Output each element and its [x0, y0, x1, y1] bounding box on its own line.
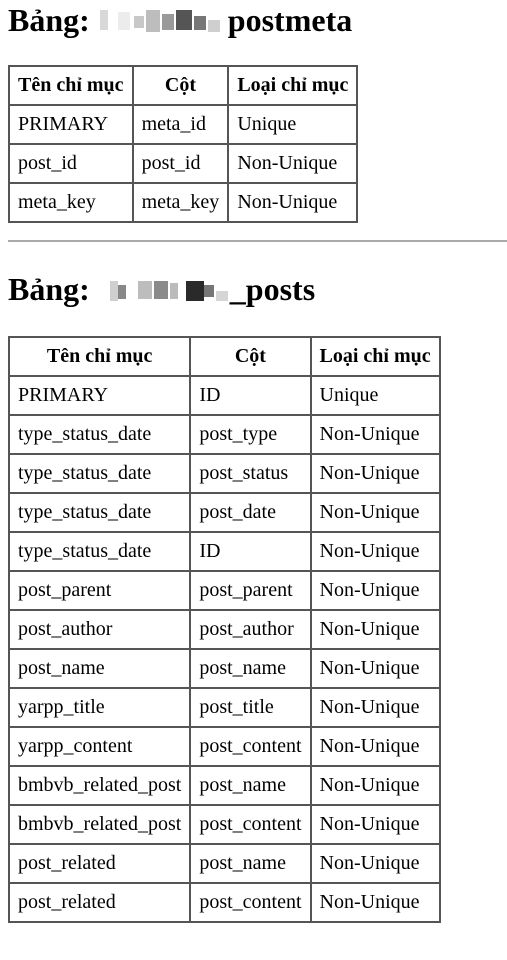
table-cell: Non-Unique	[311, 766, 440, 805]
table-row	[9, 415, 440, 454]
table-cell: Non-Unique	[311, 805, 440, 844]
table-cell: post_related	[9, 844, 190, 883]
table-cell: Unique	[311, 376, 440, 415]
table-header-row	[9, 66, 357, 105]
column-header: Cột	[190, 337, 310, 376]
table-cell: Non-Unique	[311, 454, 440, 493]
table-cell: ID	[190, 532, 310, 571]
table-header-row	[9, 337, 440, 376]
table-cell: Non-Unique	[311, 610, 440, 649]
table-cell: Non-Unique	[311, 883, 440, 922]
table-row	[9, 571, 440, 610]
table-cell: bmbvb_related_post	[9, 805, 190, 844]
table-row	[9, 766, 440, 805]
table-cell: post_name	[190, 844, 310, 883]
table-row	[9, 454, 440, 493]
table-row	[9, 493, 440, 532]
table-cell: yarpp_content	[9, 727, 190, 766]
table-cell: Non-Unique	[311, 727, 440, 766]
heading-prefix: Bảng:	[8, 271, 90, 307]
table-row	[9, 610, 440, 649]
table-cell: post_type	[190, 415, 310, 454]
table-cell: post_status	[190, 454, 310, 493]
table-heading-postmeta	[8, 2, 352, 38]
table-cell: meta_key	[133, 183, 229, 222]
table-cell: Non-Unique	[228, 183, 357, 222]
redacted-prefix-blur	[108, 277, 232, 303]
column-header: Tên chỉ mục	[9, 66, 133, 105]
table-cell: post_author	[9, 610, 190, 649]
table-cell: bmbvb_related_post	[9, 766, 190, 805]
heading-suffix: postmeta	[227, 2, 353, 38]
table-cell: post_date	[190, 493, 310, 532]
table-cell: Unique	[228, 105, 357, 144]
table-row	[9, 532, 440, 571]
table-cell: post_name	[190, 649, 310, 688]
table-cell: meta_id	[133, 105, 229, 144]
heading-prefix: Bảng:	[8, 2, 90, 38]
table-cell: Non-Unique	[311, 844, 440, 883]
table-cell: Non-Unique	[228, 144, 357, 183]
table-cell: Non-Unique	[311, 532, 440, 571]
table-cell: Non-Unique	[311, 415, 440, 454]
table-cell: post_related	[9, 883, 190, 922]
table-cell: post_id	[9, 144, 133, 183]
table-row	[9, 183, 357, 222]
table-cell: ID	[190, 376, 310, 415]
table-cell: type_status_date	[9, 493, 190, 532]
column-header: Cột	[133, 66, 229, 105]
column-header: Loại chỉ mục	[228, 66, 357, 105]
table-cell: post_name	[190, 766, 310, 805]
table-cell: meta_key	[9, 183, 133, 222]
table-cell: post_content	[190, 805, 310, 844]
table-row	[9, 144, 357, 183]
table-cell: PRIMARY	[9, 105, 133, 144]
table-cell: post_name	[9, 649, 190, 688]
table-cell: PRIMARY	[9, 376, 190, 415]
index-table-posts	[8, 336, 441, 923]
table-row	[9, 105, 357, 144]
table-cell: post_content	[190, 727, 310, 766]
table-cell: post_parent	[190, 571, 310, 610]
table-cell: post_author	[190, 610, 310, 649]
table-cell: type_status_date	[9, 532, 190, 571]
table-row	[9, 688, 440, 727]
column-header: Loại chỉ mục	[311, 337, 440, 376]
section-divider	[8, 240, 507, 242]
table-row	[9, 844, 440, 883]
table-cell: type_status_date	[9, 454, 190, 493]
table-cell: Non-Unique	[311, 571, 440, 610]
table-cell: post_parent	[9, 571, 190, 610]
table-cell: yarpp_title	[9, 688, 190, 727]
table-cell: Non-Unique	[311, 688, 440, 727]
index-table-postmeta	[8, 65, 358, 223]
redacted-prefix-blur	[96, 8, 224, 34]
table-row	[9, 883, 440, 922]
table-row	[9, 376, 440, 415]
table-cell: Non-Unique	[311, 649, 440, 688]
table-cell: post_title	[190, 688, 310, 727]
table-cell: post_content	[190, 883, 310, 922]
table-row	[9, 649, 440, 688]
table-heading-posts	[8, 271, 315, 307]
table-cell: post_id	[133, 144, 229, 183]
column-header: Tên chỉ mục	[9, 337, 190, 376]
table-cell: type_status_date	[9, 415, 190, 454]
heading-suffix: _posts	[229, 271, 316, 307]
table-row	[9, 805, 440, 844]
table-row	[9, 727, 440, 766]
table-cell: Non-Unique	[311, 493, 440, 532]
